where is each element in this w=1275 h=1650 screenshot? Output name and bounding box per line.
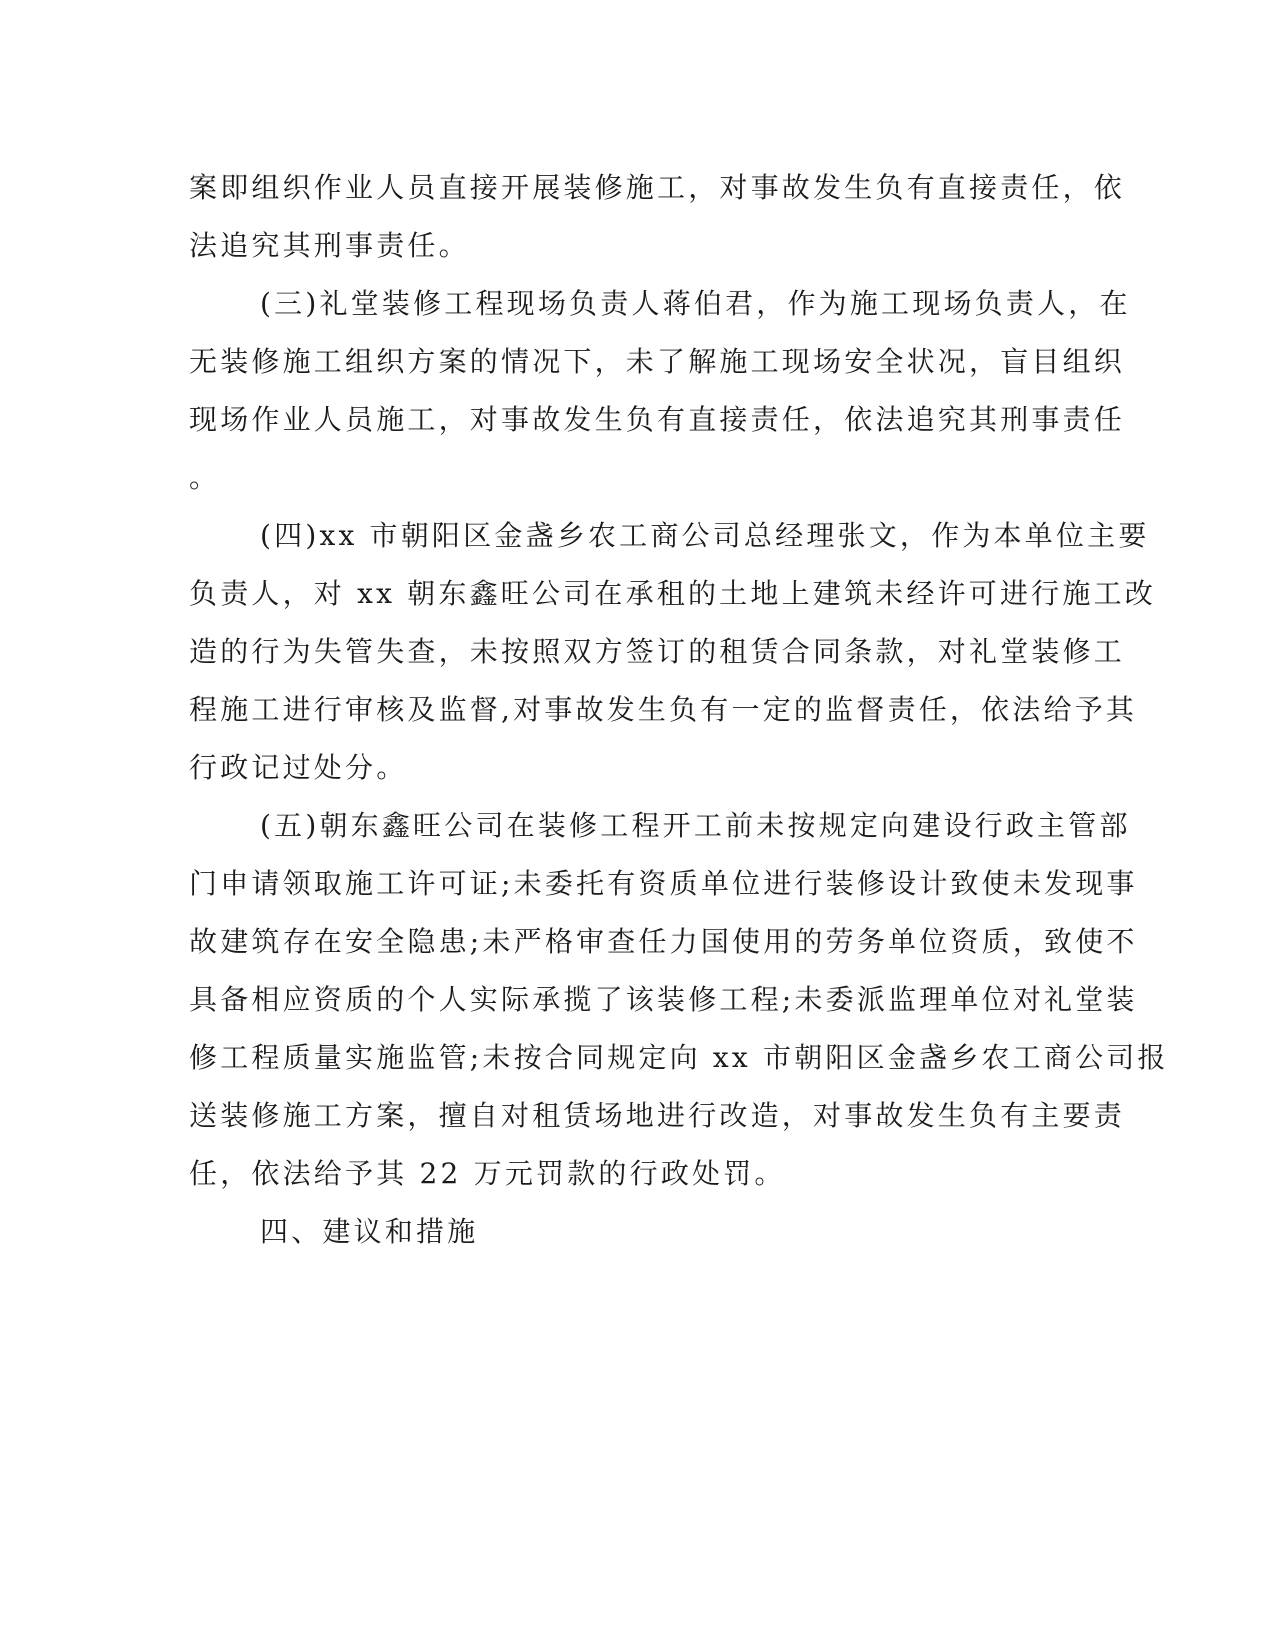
text-line: 现场作业人员施工，对事故发生负有直接责任，依法追究其刑事责任 <box>189 403 1126 436</box>
text-line: 。 <box>189 461 221 494</box>
paragraph-five-heading: (五)朝东鑫旺公司在装修工程开工前未按规定向建设行政主管部 <box>260 809 1131 842</box>
text-line: 门申请领取施工许可证;未委托有资质单位进行装修设计致使未发现事 <box>189 867 1138 900</box>
text-line: 法追究其刑事责任。 <box>189 229 470 262</box>
text-line: 故建筑存在安全隐患;未严格审查任力国使用的劳务单位资质，致使不 <box>189 925 1138 958</box>
text-line: 无装修施工组织方案的情况下，未了解施工现场安全状况，盲目组织 <box>189 345 1126 378</box>
text-line: 送装修施工方案，擅自对租赁场地进行改造，对事故发生负有主要责 <box>189 1099 1126 1132</box>
section-heading: 四、建议和措施 <box>260 1215 479 1248</box>
paragraph-three-heading: (三)礼堂装修工程现场负责人蒋伯君，作为施工现场负责人，在 <box>260 287 1131 320</box>
text-line: 造的行为失管失查，未按照双方签订的租赁合同条款，对礼堂装修工 <box>189 635 1126 668</box>
text-line: 案即组织作业人员直接开展装修施工，对事故发生负有直接责任，依 <box>189 171 1126 204</box>
paragraph-four-heading: (四)xx 市朝阳区金盏乡农工商公司总经理张文，作为本单位主要 <box>260 519 1150 552</box>
text-line: 行政记过处分。 <box>189 751 408 784</box>
text-line: 负责人，对 xx 朝东鑫旺公司在承租的土地上建筑未经许可进行施工改 <box>189 577 1156 610</box>
text-line: 任，依法给予其 22 万元罚款的行政处罚。 <box>189 1157 786 1190</box>
text-line: 具备相应资质的个人实际承揽了该装修工程;未委派监理单位对礼堂装 <box>189 983 1138 1016</box>
text-line: 程施工进行审核及监督,对事故发生负有一定的监督责任，依法给予其 <box>189 693 1138 726</box>
text-line: 修工程质量实施监管;未按合同规定向 xx 市朝阳区金盏乡农工商公司报 <box>189 1041 1169 1074</box>
